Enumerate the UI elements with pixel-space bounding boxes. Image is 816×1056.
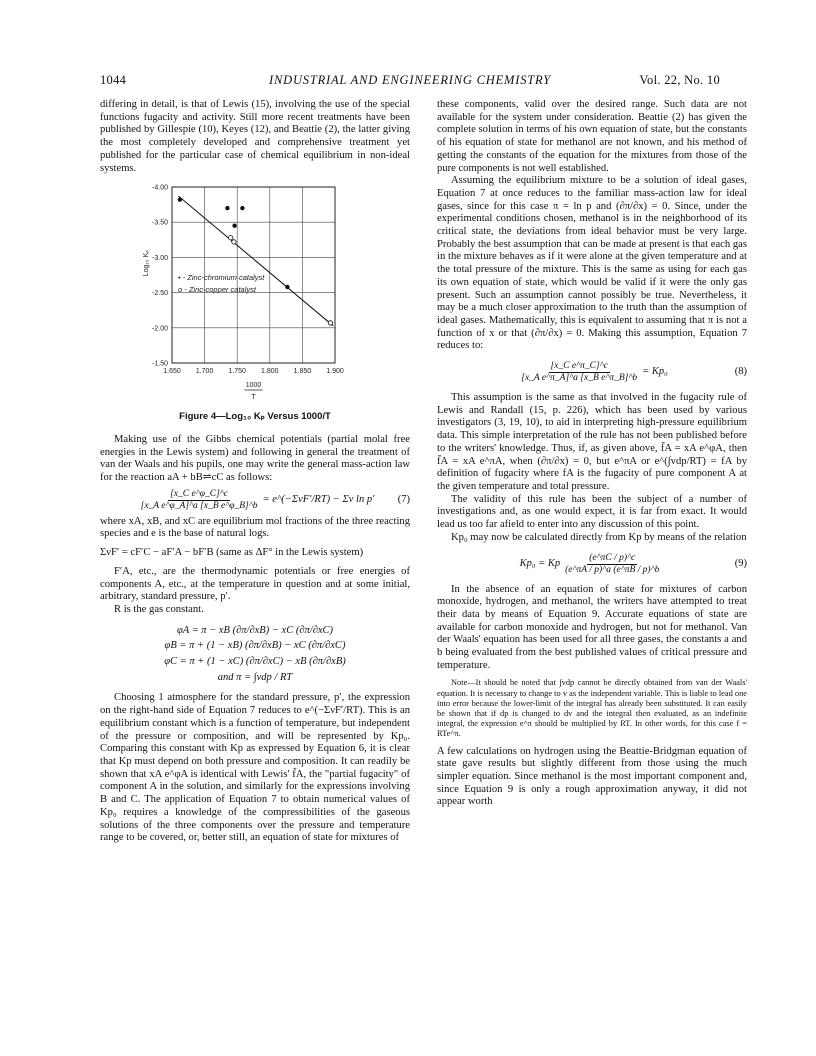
data-point-zinc-chromium (226, 207, 230, 211)
x-tick-label: 1.700 (195, 368, 214, 376)
equation-7 (100, 489, 410, 512)
equation-8 (437, 361, 747, 384)
eq-denominator: [x_A e^φ_A]^a [x_B e^φ_B]^b (140, 500, 258, 511)
equation-fraction (563, 553, 661, 576)
right-column (437, 99, 747, 809)
volume-info: Vol. 22, No. 10 (639, 73, 720, 87)
paragraph: Making use of the Gibbs chemical potentials (partial molal free energies in the Lewis system) and following in general the treatment of van der Waals and his pupils, one may write the general mass-action law for the reaction aA + bB⇌cC as follows: (100, 433, 410, 484)
y-tick-label: -4.00 (152, 184, 168, 192)
equation-number: (8) (734, 366, 747, 378)
equation-fraction (139, 489, 260, 512)
figure-caption: Figure 4—Log₁₀ Kₚ Versus 1000/T (179, 411, 331, 423)
page-number: 1044 (100, 73, 127, 87)
equation-phi-c: φC = π + (1 − xC) (∂π/∂xC) − xB (∂π/∂xB) (164, 656, 346, 668)
paragraph: Assuming the equilibrium mixture to be a solution of ideal gases, Equation 7 at once reduces to the familiar mass-action law for ideal gases, since for this case π = ln p and (∂π/∂x) = 0. Since, under the experimental conditions chosen, methanol is in the neighborhood of its critical state, the deviations from ideal behavior must be very large. Probably the best assumption that can be made at present is that each gas in the mixture behaves as if it were alone at the given temperature and at the total pressure of the mixture. This is the same as using for each gas its own equation of state, which would be valid if it were the only gas present. Such an assumption cannot possibly be true. Nevertheless, it may be a much closer approximation to the truth than the assumption of ideal gases. Mathematically, this is equivalent to assuming that π is not a function of x or that (∂π/∂x) = 0. Making this assumption, Equation 7 reduces to: (437, 175, 747, 352)
equation-phi-a: φA = π − xB (∂π/∂xB) − xC (∂π/∂xC) (176, 624, 334, 636)
data-point-zinc-chromium (233, 224, 237, 228)
legend-entry: o - Zinc-copper catalyst (178, 285, 256, 295)
data-point-zinc-copper (228, 236, 232, 240)
y-tick-label: -3.00 (152, 255, 168, 263)
x-axis-label-numerator: 1000 (245, 382, 262, 390)
paragraph: R is the gas constant. (114, 603, 204, 615)
equation-number: (7) (397, 493, 410, 505)
x-tick-label: 1.850 (293, 368, 312, 376)
eq-numerator: [x_C e^φ_C]^c (170, 488, 228, 499)
x-axis-label-denominator: T (251, 394, 256, 402)
data-point-zinc-chromium (178, 198, 182, 202)
left-column (100, 99, 410, 845)
paragraph: This assumption is the same as that involved in the fugacity rule of Lewis and Randall (15, p. 226), which has been used by various investigators (3, 19, 10), to aid in interpreting high-pressure equilibrium data. This simple interpretation of the rule has not been published before to the writers' knowledge. Thus, if, as given above, f̄A = xA e^φA, then f̄A = xA e^πA, when (∂π/∂x) = 0, but e^πA or e^(∫vdp/RT) = fA by definition of fugacity where fA is the fugacity of pure component A at the given temperature and total pressure. (437, 392, 747, 492)
fit-line (179, 196, 334, 326)
data-point-zinc-copper (328, 321, 332, 325)
legend-entry: • - Zinc-chromium catalyst (178, 273, 265, 283)
paragraph: differing in detail, is that of Lewis (15), involving the use of the special functions fugacity and activity. Still more recent treatments have been published by Gillespie (10), Keyes (12), and Beattie (2), the latter giving the most completely developed and comprehensive treatment yet published for the particular case of chemical equilibrium in non-ideal systems. (100, 99, 410, 174)
running-header (100, 73, 720, 91)
x-tick-label: 1.650 (163, 368, 181, 376)
eq-lhs: Kp₀ = Kp (519, 557, 561, 569)
y-tick-label: -2.00 (152, 325, 168, 333)
paragraph: F′A, etc., are the thermodynamic potentials or free energies of components A, etc., at the temperature in question and at some initial, arbitrary, standard pressure, p′. (100, 565, 410, 603)
paragraph: ΣνF′ = cF′C − aF′A − bF′B (same as ΔF° in the Lewis system) (100, 547, 364, 559)
equation-phi-b: φB = π + (1 − xB) (∂π/∂xB) − xC (∂π/∂xC) (164, 640, 346, 652)
y-tick-label: -3.50 (152, 219, 168, 227)
y-axis-label: Log₁₀ Kₚ (143, 249, 150, 277)
y-tick-label: -1.50 (152, 360, 168, 368)
figure-4 (100, 177, 410, 407)
paragraph: Kp₀ may now be calculated directly from Kp by means of the relation (451, 531, 747, 543)
eq-rhs: = Kp₀ (642, 366, 668, 378)
eq-denominator: [x_A e^π_A]^a [x_B e^π_B]^b (521, 373, 638, 384)
journal-title: INDUSTRIAL AND ENGINEERING CHEMISTRY (269, 73, 551, 87)
data-point-zinc-chromium (241, 207, 245, 211)
eq-rhs: = e^(−ΣνF′/RT) − Σν ln p′ (262, 493, 375, 505)
chart-figure-4 (100, 177, 410, 407)
paragraph: Choosing 1 atmosphere for the standard pressure, p′, the expression on the right-hand side of Equation 7 reduces to e^(−ΣνF′/RT). This is an equilibrium constant which is a function of temperature, but independent of the pressure or composition, and will be represented by Kp₀. Comparing this constant with Kp as expressed by Equation 6, it is clear that Kp must depend on both pressure and composition. It can readily be shown that xA e^φA is identical with Lewis' f̄A, the "partial fugacity" of component A in the solution, and similarly for the expressions involving B and C. The application of Equation 7 to obtain numerical values of Kp₀ requires a knowledge of the compressibilities of the gaseous solutions of the three components over the pressure and temperature range to be covered, or, better still, an equation of state for mixtures of (100, 692, 410, 844)
eq-numerator: [x_C e^π_C]^c (550, 361, 608, 372)
eq-numerator: (e^πC / p)^c (589, 552, 636, 563)
equation-number: (9) (734, 557, 747, 569)
equation-9 (437, 553, 747, 576)
paragraph: where xA, xB, and xC are equilibrium mol fractions of the three reacting species and e is the base of natural logs. (100, 515, 410, 540)
equation-pi: and π = ∫vdp / RT (217, 671, 293, 683)
paragraph: A few calculations on hydrogen using the Beattie-Bridgman equation of state gave results but slightly different from those using the much simpler equation. Since methanol is the most important component and, since Equation 9 is only a rough approximation anyway, it did not appear worth (437, 745, 747, 808)
paragraph: In the absence of an equation of state for mixtures of carbon monoxide, hydrogen, and methanol, the writers have attempted to treat their data by means of Equation 9. Accurate equations of state are available for carbon monoxide and hydrogen, but not for methanol. Van der Waals' equation has been used for all three gases, the constants a and b being evaluated from the best published values of critical pressure and temperature. (437, 583, 747, 671)
paragraph: The validity of this rule has been the subject of a number of investigations and, as one would expect, it is far from exact. It would lead us too far afield to enter into any discussion of this point. (437, 493, 747, 531)
y-tick-label: -2.50 (152, 290, 168, 298)
x-tick-label: 1.800 (261, 368, 279, 376)
data-point-zinc-copper (232, 240, 236, 244)
footnote: Note—It should be noted that ∫vdp cannot be directly obtained from van der Waals' equation. It is necessary to change to v as the independent variable. This is liable to lead one into error because the lower-limit of the integral has already been substituted. It can easily be shown that if dp is changed to dv and the integral then evaluated, as an indefinite integral, the expression e^π should be multiplied by RT. In other words, for this case f = RTe^π. (437, 678, 747, 739)
x-tick-label: 1.900 (326, 368, 344, 376)
x-tick-label: 1.750 (228, 368, 246, 376)
eq-denominator: (e^πA / p)^a (e^πB / p)^b (565, 564, 660, 575)
data-point-zinc-chromium (286, 285, 290, 289)
paragraph: these components, valid over the desired range. Such data are not available for the system under consideration. Beattie (2) has given the complete solution in terms of his own equation of state, but the constants of his equation of state for methanol are not known, and his method of getting the constants of the equation for the mixtures from those of the pure components is not well established. (437, 99, 747, 174)
equation-fraction (519, 361, 639, 384)
